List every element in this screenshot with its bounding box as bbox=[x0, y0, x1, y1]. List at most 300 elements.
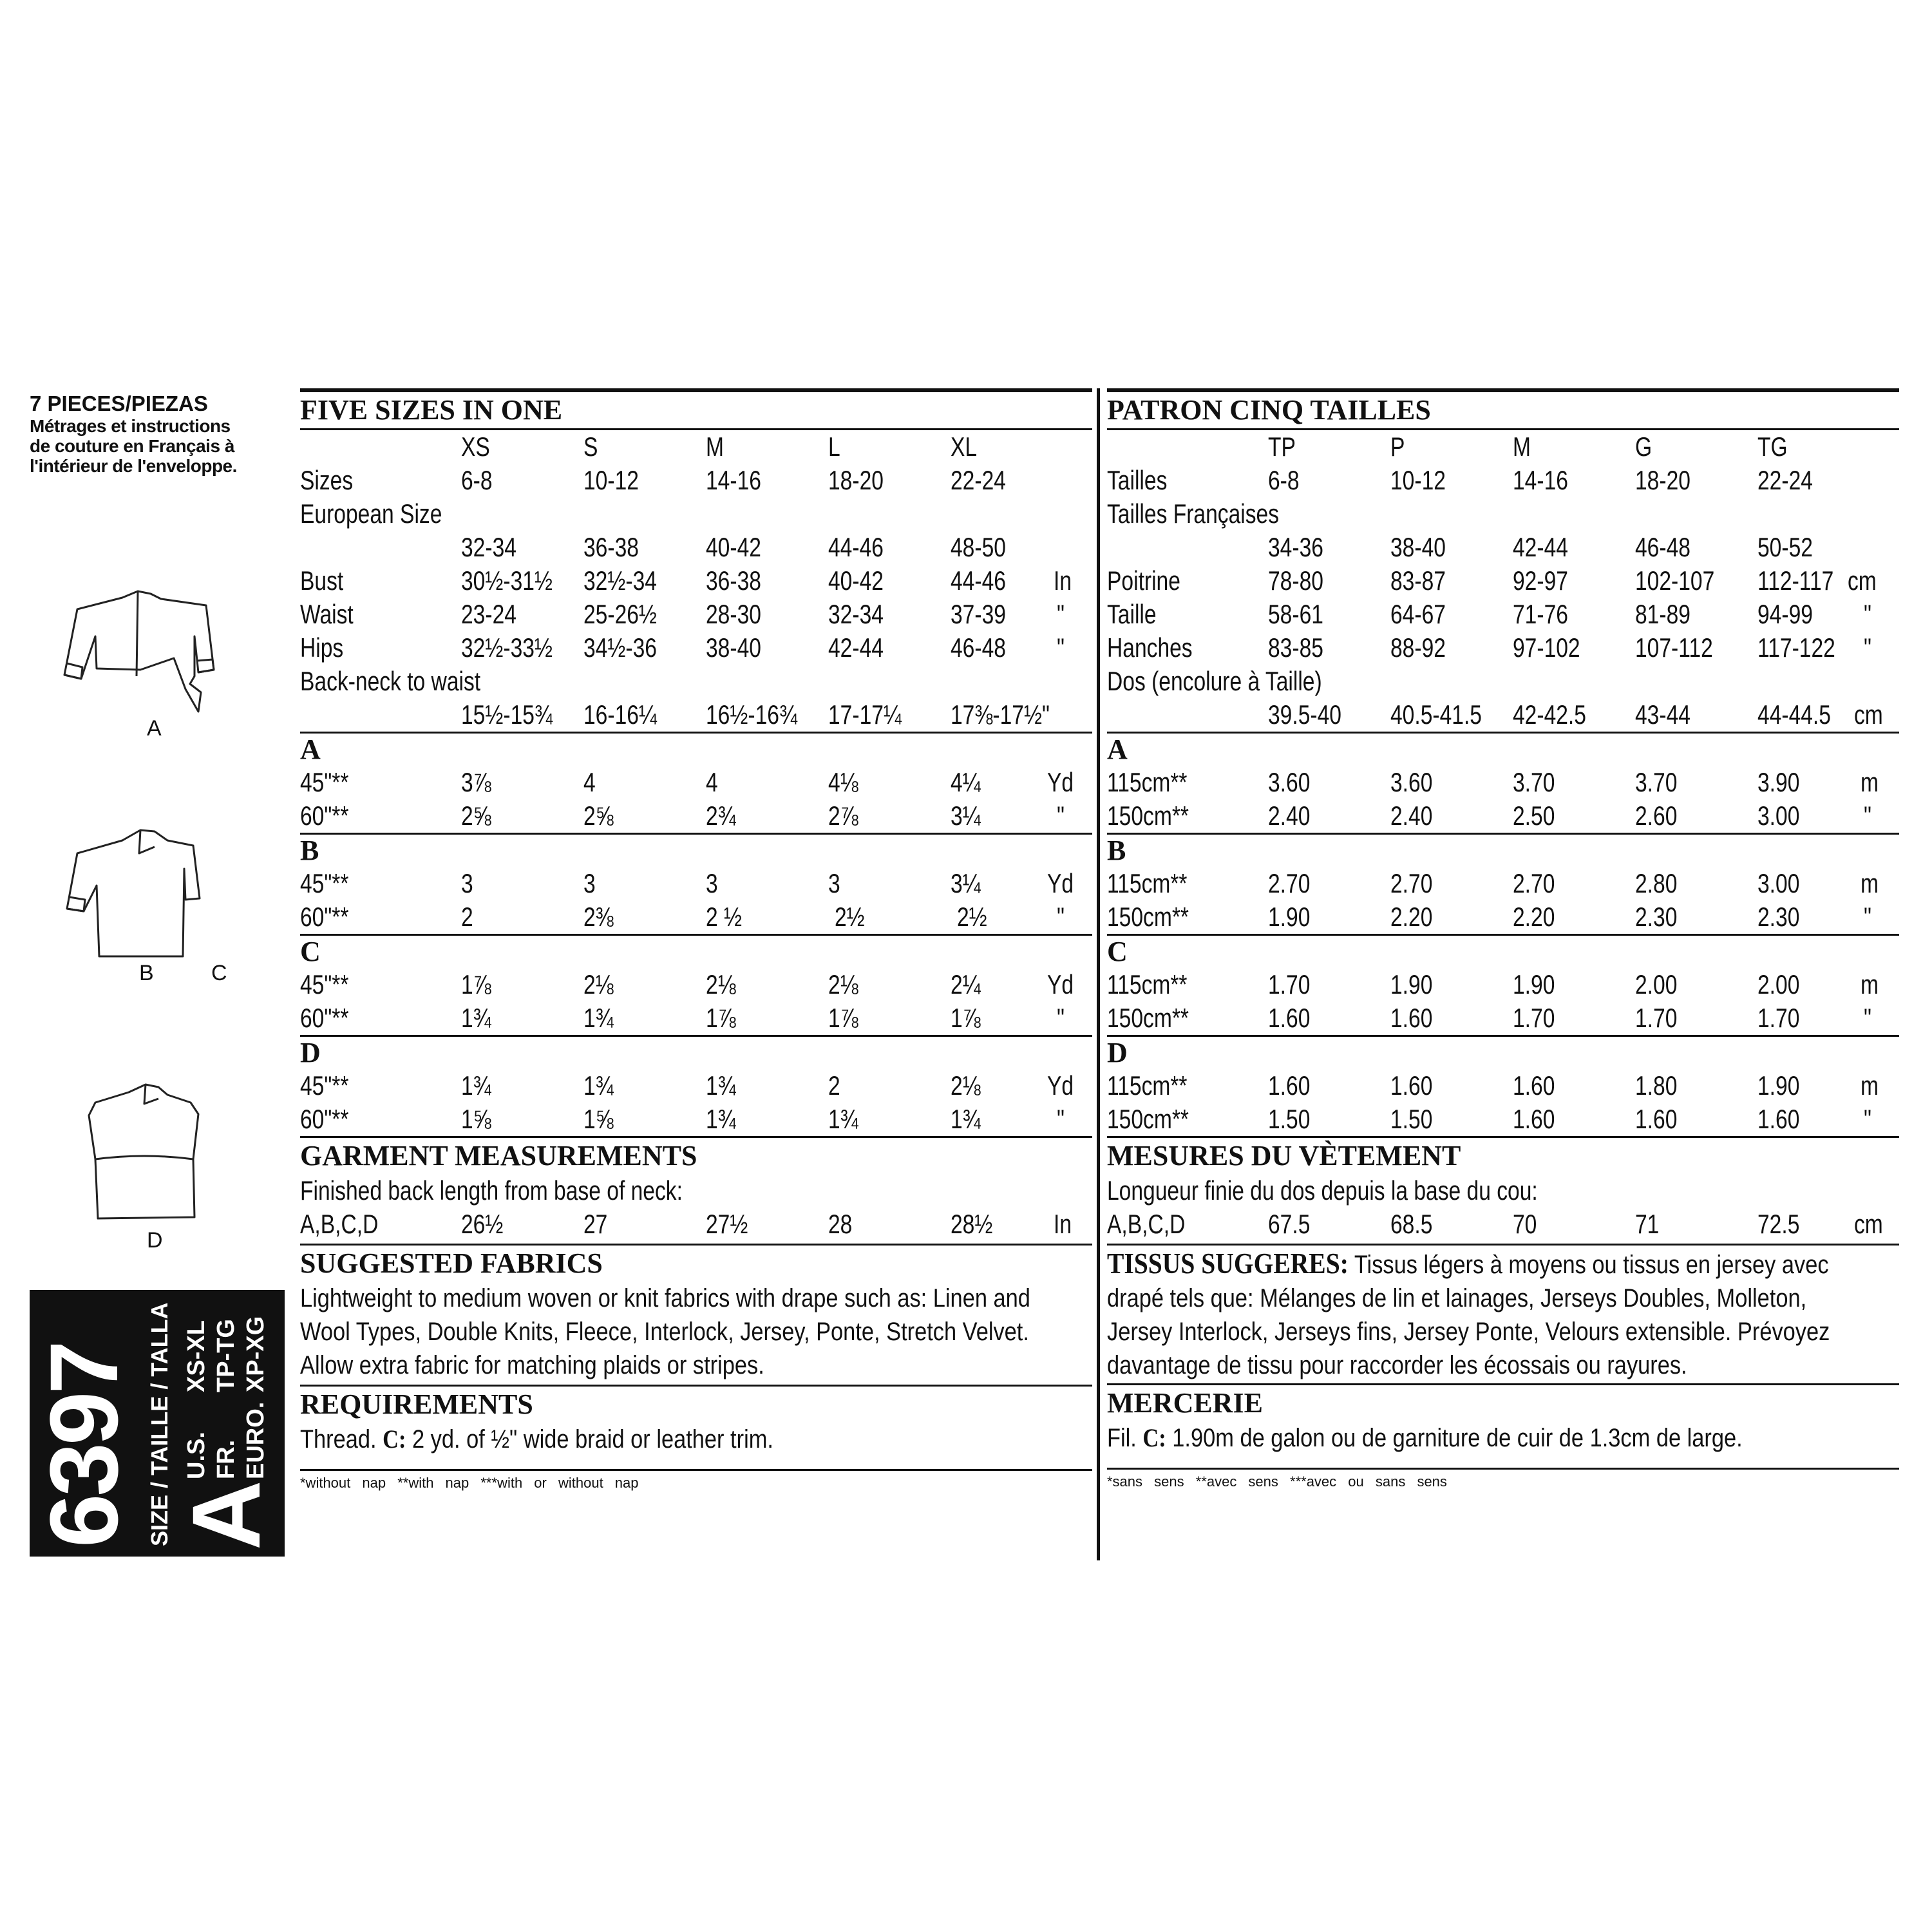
measure-cell: 88-92 bbox=[1390, 632, 1446, 663]
size-cell: 10-12 bbox=[583, 465, 639, 495]
requirements-title: MERCERIE bbox=[1107, 1387, 1264, 1419]
bottom-rule bbox=[1107, 1468, 1899, 1470]
yardage-cell: 1.60 bbox=[1513, 1070, 1555, 1101]
suggested-fabrics-text bbox=[1107, 1247, 1899, 1382]
euro-cell: 36-38 bbox=[583, 532, 639, 562]
width-label: 45"** bbox=[300, 1070, 349, 1101]
garment-desc-row bbox=[1107, 1174, 1899, 1208]
unit-cell: cm bbox=[1848, 565, 1877, 596]
garment-cell: 71 bbox=[1635, 1209, 1660, 1239]
yardage-cell: 4¼ bbox=[951, 767, 981, 797]
garment-cell: 28 bbox=[828, 1209, 853, 1239]
measure-cell: 58-61 bbox=[1268, 599, 1323, 629]
yardage-cell: 1.70 bbox=[1513, 1003, 1555, 1033]
yardage-cell: 2¾ bbox=[706, 800, 736, 831]
unit-cell: " bbox=[1864, 632, 1871, 663]
yardage-cell: 1⅝ bbox=[583, 1104, 614, 1134]
requirements-view-c: C: bbox=[383, 1425, 406, 1454]
yardage-row bbox=[1107, 1069, 1899, 1103]
measure-cell: 94-99 bbox=[1757, 599, 1813, 629]
width-label: 150cm** bbox=[1107, 1003, 1189, 1033]
euro-cell: 50-52 bbox=[1757, 532, 1813, 562]
size-cell: 6-8 bbox=[1268, 465, 1300, 495]
yardage-cell: 1.60 bbox=[1757, 1104, 1800, 1134]
row-label: A,B,C,D bbox=[300, 1209, 379, 1239]
unit-cell: " bbox=[1864, 599, 1871, 629]
size-cell: 14-16 bbox=[1513, 465, 1568, 495]
yardage-cell: 3 bbox=[706, 868, 718, 898]
garment-desc-row bbox=[300, 1174, 1092, 1208]
size-cell: 22-24 bbox=[951, 465, 1006, 495]
fabrics-line: Allow extra fabric for matching plaids or stripes. bbox=[300, 1351, 764, 1379]
size-letter-cell: XS bbox=[461, 431, 490, 462]
yardage-row bbox=[300, 1103, 1092, 1136]
view-d-heading: D bbox=[1107, 1037, 1128, 1068]
hips-row bbox=[1107, 631, 1899, 665]
size-region: EURO. bbox=[242, 1401, 269, 1479]
unit-cell: cm bbox=[1854, 1209, 1883, 1239]
view-b-heading: B bbox=[300, 835, 319, 866]
garment-measurements-title: MESURES DU VÈTEMENT bbox=[1107, 1140, 1461, 1171]
size-cell: 18-20 bbox=[1635, 465, 1690, 495]
yardage-cell: 2.20 bbox=[1390, 902, 1433, 932]
suggested-fabrics-title: TISSUS SUGGERES: bbox=[1107, 1247, 1349, 1280]
requirements-pre: Thread. bbox=[300, 1425, 383, 1454]
yardage-cell: 1.90 bbox=[1513, 969, 1555, 999]
yardage-cell: 2.40 bbox=[1390, 800, 1433, 831]
yardage-row bbox=[300, 867, 1092, 900]
yardage-cell: 1.90 bbox=[1268, 902, 1311, 932]
measure-cell: 43-44 bbox=[1635, 699, 1690, 730]
row-label: Bust bbox=[300, 565, 344, 596]
measure-cell: 83-85 bbox=[1268, 632, 1323, 663]
yardage-row bbox=[1107, 968, 1899, 1001]
euro-row bbox=[1107, 531, 1899, 564]
sizes-row bbox=[300, 464, 1092, 497]
pattern-number: 6397 bbox=[30, 1343, 138, 1548]
view-c-heading: C bbox=[1107, 936, 1128, 967]
yardage-cell: 4⅛ bbox=[828, 767, 858, 797]
yardage-cell: 1¾ bbox=[706, 1104, 736, 1134]
measure-cell: 112-117 bbox=[1757, 565, 1834, 596]
size-letter-cell: G bbox=[1635, 431, 1653, 462]
yardage-cell: 1.80 bbox=[1635, 1070, 1678, 1101]
yardage-row bbox=[300, 1001, 1092, 1035]
pieces-count: 7 PIECES/PIEZAS bbox=[30, 392, 208, 415]
requirements-text bbox=[300, 1423, 1092, 1469]
garment-cell: 72.5 bbox=[1757, 1209, 1800, 1239]
size-letter-cell: TG bbox=[1757, 431, 1788, 462]
measure-cell: 32-34 bbox=[828, 599, 884, 629]
suggested-fabrics-title: SUGGESTED FABRICS bbox=[300, 1247, 603, 1279]
yardage-cell: 2⅝ bbox=[583, 800, 614, 831]
bust-row bbox=[1107, 564, 1899, 598]
yardage-cell: 2⅛ bbox=[583, 969, 614, 999]
size-range: XS-XL bbox=[183, 1320, 210, 1392]
measure-cell: 92-97 bbox=[1513, 565, 1568, 596]
yardage-cell: 1.70 bbox=[1635, 1003, 1678, 1033]
bust-row bbox=[300, 564, 1092, 598]
measure-cell: 46-48 bbox=[951, 632, 1006, 663]
view-bc-sketch bbox=[58, 815, 225, 963]
yardage-cell: 2.80 bbox=[1635, 868, 1678, 898]
unit-cell: " bbox=[1864, 800, 1871, 831]
requirements-pre: Fil. bbox=[1107, 1424, 1143, 1452]
unit-cell: " bbox=[1864, 902, 1871, 932]
measure-cell: 40-42 bbox=[828, 565, 884, 596]
width-label: 60"** bbox=[300, 800, 349, 831]
yardage-cell: 3.90 bbox=[1757, 767, 1800, 797]
measure-cell: 71-76 bbox=[1513, 599, 1568, 629]
euro-label-row bbox=[300, 497, 1092, 531]
unit-cell: m bbox=[1861, 868, 1879, 898]
french-note-line: de couture en Français à bbox=[30, 436, 234, 456]
yardage-row bbox=[300, 766, 1092, 799]
center-divider bbox=[1097, 388, 1100, 1560]
unit-cell: " bbox=[1057, 599, 1065, 629]
measure-cell: 102-107 bbox=[1635, 565, 1715, 596]
size-letter-cell: M bbox=[1513, 431, 1531, 462]
yardage-cell: 3.00 bbox=[1757, 868, 1800, 898]
width-label: 115cm** bbox=[1107, 868, 1188, 898]
yardage-cell: 1.50 bbox=[1268, 1104, 1311, 1134]
requirements-post: 2 yd. of ½" wide braid or leather trim. bbox=[406, 1425, 773, 1454]
euro-cell: 48-50 bbox=[951, 532, 1006, 562]
unit-cell: m bbox=[1861, 1070, 1879, 1101]
unit-cell: " bbox=[1864, 1003, 1871, 1033]
measure-cell: 16-16¼ bbox=[583, 699, 657, 730]
yardage-row bbox=[1107, 766, 1899, 799]
view-a-sketch bbox=[58, 580, 225, 734]
fabrics-line: Tissus légers à moyens ou tissus en jersey avec bbox=[1348, 1251, 1829, 1279]
row-label: Tailles bbox=[1107, 465, 1168, 495]
unit-cell: " bbox=[1057, 632, 1065, 663]
yardage-cell: 1¾ bbox=[583, 1070, 614, 1101]
yardage-cell: 2⅝ bbox=[461, 800, 491, 831]
garment-cell: 70 bbox=[1513, 1209, 1537, 1239]
yardage-cell: 3 bbox=[461, 868, 473, 898]
back-label-row bbox=[1107, 665, 1899, 698]
yardage-cell: 1⅝ bbox=[461, 1104, 491, 1134]
yardage-cell: 1.50 bbox=[1390, 1104, 1433, 1134]
row-label: Hanches bbox=[1107, 632, 1193, 663]
requirements-text bbox=[1107, 1421, 1899, 1468]
row-label: Taille bbox=[1107, 599, 1157, 629]
garment-cell: 67.5 bbox=[1268, 1209, 1311, 1239]
yardage-cell: 2⅜ bbox=[583, 902, 614, 932]
yardage-cell: 2⅛ bbox=[706, 969, 736, 999]
garment-cell: 28½ bbox=[951, 1209, 993, 1239]
size-letters-row bbox=[1107, 430, 1899, 464]
size-letter-cell: TP bbox=[1268, 431, 1296, 462]
yardage-row bbox=[300, 900, 1092, 934]
back-label-row bbox=[300, 665, 1092, 698]
measure-cell: 38-40 bbox=[706, 632, 761, 663]
yardage-cell: 1.60 bbox=[1635, 1104, 1678, 1134]
french-chart bbox=[1107, 388, 1899, 1490]
french-note bbox=[30, 416, 300, 476]
size-cell: 6-8 bbox=[461, 465, 493, 495]
size-letter: A bbox=[172, 1480, 280, 1550]
side-info bbox=[30, 392, 300, 476]
yardage-cell: 3.70 bbox=[1635, 767, 1678, 797]
size-region: U.S. bbox=[183, 1432, 210, 1479]
width-label: 150cm** bbox=[1107, 1104, 1189, 1134]
measure-cell: 37-39 bbox=[951, 599, 1006, 629]
yardage-cell: 1¾ bbox=[583, 1003, 614, 1033]
yardage-cell: 2.70 bbox=[1390, 868, 1433, 898]
view-d-sketch bbox=[58, 1056, 225, 1224]
bottom-rule bbox=[300, 1469, 1092, 1471]
euro-cell: 46-48 bbox=[1635, 532, 1690, 562]
yardage-cell: 1.70 bbox=[1757, 1003, 1800, 1033]
yardage-cell: 2.70 bbox=[1268, 868, 1311, 898]
english-title: FIVE SIZES IN ONE bbox=[300, 394, 563, 426]
hips-row bbox=[300, 631, 1092, 665]
yardage-cell: 1⅞ bbox=[828, 1003, 858, 1033]
yardage-cell: 1¾ bbox=[706, 1070, 736, 1101]
euro-cell: 42-44 bbox=[1513, 532, 1568, 562]
size-letters-row bbox=[300, 430, 1092, 464]
yardage-cell: 2.30 bbox=[1635, 902, 1678, 932]
yardage-cell: 1.60 bbox=[1268, 1070, 1311, 1101]
euro-cell: 38-40 bbox=[1390, 532, 1446, 562]
unit-cell: cm bbox=[1854, 699, 1883, 730]
yardage-cell: 1.60 bbox=[1513, 1104, 1555, 1134]
yardage-row bbox=[1107, 867, 1899, 900]
yardage-cell: 2.50 bbox=[1513, 800, 1555, 831]
yardage-cell: 2.00 bbox=[1635, 969, 1678, 999]
measure-cell: 40.5-41.5 bbox=[1390, 699, 1482, 730]
view-label-a: A bbox=[147, 716, 162, 741]
view-c-heading: C bbox=[300, 936, 321, 967]
euro-cell: 40-42 bbox=[706, 532, 761, 562]
unit-cell: " bbox=[1864, 1104, 1871, 1134]
yardage-cell: 2.70 bbox=[1513, 868, 1555, 898]
measure-cell: 81-89 bbox=[1635, 599, 1690, 629]
measure-cell: 36-38 bbox=[706, 565, 761, 596]
measure-cell: 117-122 bbox=[1757, 632, 1835, 663]
fabrics-line: Lightweight to medium woven or knit fabrics with drape such as: Linen and bbox=[300, 1284, 1030, 1312]
yardage-cell: 3.00 bbox=[1757, 800, 1800, 831]
garment-cell: 26½ bbox=[461, 1209, 504, 1239]
size-region: FR. bbox=[213, 1439, 240, 1479]
row-label: Back-neck to waist bbox=[300, 666, 481, 696]
yardage-cell: 2.20 bbox=[1513, 902, 1555, 932]
garment-cell: 27 bbox=[583, 1209, 608, 1239]
yardage-cell: 1¾ bbox=[461, 1070, 491, 1101]
size-letter-cell: S bbox=[583, 431, 598, 462]
unit-cell: Yd bbox=[1047, 1070, 1074, 1101]
size-cell: 18-20 bbox=[828, 465, 884, 495]
width-label: 60"** bbox=[300, 902, 349, 932]
unit-cell: " bbox=[1057, 800, 1065, 831]
garment-desc: Longueur finie du dos depuis la base du cou: bbox=[1107, 1175, 1538, 1206]
yardage-cell: 3.60 bbox=[1268, 767, 1311, 797]
yardage-cell: 2¼ bbox=[951, 969, 981, 999]
measure-cell: 78-80 bbox=[1268, 565, 1323, 596]
yardage-cell: 2 bbox=[461, 902, 473, 932]
measure-cell: 32½-33½ bbox=[461, 632, 553, 663]
yardage-cell: 3 bbox=[583, 868, 596, 898]
view-label-b: B bbox=[139, 961, 154, 985]
yardage-cell: 3¼ bbox=[951, 868, 981, 898]
garment-row bbox=[300, 1208, 1092, 1241]
yardage-cell: 4 bbox=[706, 767, 718, 797]
unit-cell: In bbox=[1054, 1209, 1072, 1239]
view-a-heading: A bbox=[300, 734, 321, 765]
unit-cell: " bbox=[1057, 902, 1065, 932]
unit-cell: m bbox=[1861, 969, 1879, 999]
english-chart bbox=[300, 388, 1092, 1492]
row-label: Hips bbox=[300, 632, 344, 663]
euro-label-row bbox=[1107, 497, 1899, 531]
size-letter-cell: XL bbox=[951, 431, 978, 462]
yardage-cell: 1¾ bbox=[461, 1003, 491, 1033]
width-label: 45"** bbox=[300, 767, 349, 797]
measure-cell: 25-26½ bbox=[583, 599, 657, 629]
yardage-cell: 2 ½ bbox=[706, 902, 743, 932]
width-label: 60"** bbox=[300, 1003, 349, 1033]
yardage-cell: 1.60 bbox=[1390, 1070, 1433, 1101]
unit-cell: In bbox=[1054, 565, 1072, 596]
width-label: 115cm** bbox=[1107, 1070, 1188, 1101]
width-label: 150cm** bbox=[1107, 902, 1189, 932]
unit-cell: " bbox=[1057, 1104, 1065, 1134]
row-label: Sizes bbox=[300, 465, 354, 495]
yardage-row bbox=[300, 799, 1092, 833]
yardage-cell: 1.60 bbox=[1268, 1003, 1311, 1033]
width-label: 45"** bbox=[300, 969, 349, 999]
width-label: 115cm** bbox=[1107, 767, 1188, 797]
yardage-cell: 3.60 bbox=[1390, 767, 1433, 797]
view-a-heading: A bbox=[1107, 734, 1128, 765]
sizes-row bbox=[1107, 464, 1899, 497]
measure-cell: 107-112 bbox=[1635, 632, 1713, 663]
yardage-cell: 1.90 bbox=[1390, 969, 1433, 999]
row-label: Waist bbox=[300, 599, 354, 629]
measure-cell: 28-30 bbox=[706, 599, 761, 629]
unit-cell: m bbox=[1861, 767, 1879, 797]
fabrics-line: drapé tels que: Mélanges de lin et lainages, Jerseys Doubles, Molleton, bbox=[1107, 1284, 1807, 1312]
yardage-cell: 2.60 bbox=[1635, 800, 1678, 831]
width-label: 150cm** bbox=[1107, 800, 1189, 831]
row-label: Tailles Françaises bbox=[1107, 498, 1280, 529]
garment-desc: Finished back length from base of neck: bbox=[300, 1175, 683, 1206]
measure-cell: 23-24 bbox=[461, 599, 516, 629]
waist-row bbox=[300, 598, 1092, 631]
yardage-cell: 3 bbox=[828, 868, 840, 898]
view-label-c: C bbox=[211, 961, 227, 985]
size-range: TP-TG bbox=[213, 1319, 240, 1392]
waist-row bbox=[1107, 598, 1899, 631]
view-d-heading: D bbox=[300, 1037, 321, 1068]
garment-measurements-title: GARMENT MEASUREMENTS bbox=[300, 1140, 697, 1171]
yardage-cell: 1.90 bbox=[1757, 1070, 1800, 1101]
measure-cell: 39.5-40 bbox=[1268, 699, 1341, 730]
french-note-line: Métrages et instructions bbox=[30, 416, 231, 436]
yardage-cell: 1.70 bbox=[1268, 969, 1311, 999]
size-letter-cell: M bbox=[706, 431, 724, 462]
size-range: XP-XG bbox=[242, 1316, 269, 1392]
euro-cell: 32-34 bbox=[461, 532, 516, 562]
yardage-row bbox=[1107, 900, 1899, 934]
width-label: 115cm** bbox=[1107, 969, 1188, 999]
yardage-cell: 2⅞ bbox=[828, 800, 858, 831]
size-letter-cell: L bbox=[828, 431, 840, 462]
yardage-cell: 4 bbox=[583, 767, 596, 797]
footnote: *without nap **with nap ***with or without nap bbox=[300, 1475, 639, 1491]
measure-cell: 16½-16¾ bbox=[706, 699, 797, 730]
fabrics-line: davantage de tissu pour raccorder les écossais ou rayures. bbox=[1107, 1351, 1687, 1379]
measure-cell: 64-67 bbox=[1390, 599, 1446, 629]
measure-cell: 83-87 bbox=[1390, 565, 1446, 596]
yardage-row bbox=[300, 1069, 1092, 1103]
row-label: Dos (encolure à Taille) bbox=[1107, 666, 1322, 696]
row-label: European Size bbox=[300, 498, 442, 529]
unit-cell: Yd bbox=[1047, 868, 1074, 898]
size-cell: 22-24 bbox=[1757, 465, 1813, 495]
euro-cell: 34-36 bbox=[1268, 532, 1323, 562]
back-row bbox=[1107, 698, 1899, 732]
yardage-cell: 2⅛ bbox=[951, 1070, 981, 1101]
size-badge bbox=[30, 1290, 285, 1557]
fabrics-line: Wool Types, Double Knits, Fleece, Interlock, Jersey, Ponte, Stretch Velvet. bbox=[300, 1318, 1029, 1346]
unit-cell: " bbox=[1057, 1003, 1065, 1033]
size-letter-cell: P bbox=[1390, 431, 1405, 462]
requirements-title: REQUIREMENTS bbox=[300, 1388, 533, 1420]
yardage-cell: 1¾ bbox=[951, 1104, 981, 1134]
garment-cell: 68.5 bbox=[1390, 1209, 1433, 1239]
french-note-line: l'intérieur de l'enveloppe. bbox=[30, 456, 237, 476]
yardage-cell: 2.40 bbox=[1268, 800, 1311, 831]
measure-cell: 17-17¼ bbox=[828, 699, 902, 730]
yardage-cell: 2.30 bbox=[1757, 902, 1800, 932]
measure-cell: 15½-15¾ bbox=[461, 699, 553, 730]
yardage-cell: 2 bbox=[828, 1070, 840, 1101]
yardage-row bbox=[1107, 799, 1899, 833]
view-b-heading: B bbox=[1107, 835, 1126, 866]
measure-cell: 17⅜-17½" bbox=[951, 699, 1050, 730]
measure-cell: 32½-34 bbox=[583, 565, 657, 596]
measure-cell: 42-44 bbox=[828, 632, 884, 663]
divider bbox=[1107, 1244, 1899, 1245]
measure-cell: 42-42.5 bbox=[1513, 699, 1586, 730]
yardage-cell: 2.00 bbox=[1757, 969, 1800, 999]
yardage-cell: 1.60 bbox=[1390, 1003, 1433, 1033]
measure-cell: 44-44.5 bbox=[1757, 699, 1831, 730]
size-ranges bbox=[182, 1316, 270, 1479]
requirements-post: 1.90m de galon ou de garniture de cuir de 1.3cm de large. bbox=[1166, 1424, 1743, 1452]
euro-cell: 44-46 bbox=[828, 532, 884, 562]
garment-row bbox=[1107, 1208, 1899, 1241]
unit-cell: Yd bbox=[1047, 767, 1074, 797]
width-label: 60"** bbox=[300, 1104, 349, 1134]
yardage-cell: 3⅞ bbox=[461, 767, 491, 797]
suggested-fabrics-text bbox=[300, 1282, 1092, 1382]
footnote: *sans sens **avec sens ***avec ou sans sens bbox=[1107, 1473, 1447, 1490]
measure-cell: 97-102 bbox=[1513, 632, 1580, 663]
row-label: A,B,C,D bbox=[1107, 1209, 1186, 1239]
yardage-cell: 2½ bbox=[835, 902, 865, 932]
size-cell: 14-16 bbox=[706, 465, 761, 495]
measure-cell: 34½-36 bbox=[583, 632, 657, 663]
yardage-cell: 2½ bbox=[957, 902, 987, 932]
row-label: Poitrine bbox=[1107, 565, 1180, 596]
yardage-cell: 3¼ bbox=[951, 800, 981, 831]
yardage-cell: 2⅛ bbox=[828, 969, 858, 999]
fabrics-line: Jersey Interlock, Jerseys fins, Jersey Ponte, Velours extensible. Prévoyez bbox=[1107, 1318, 1830, 1346]
